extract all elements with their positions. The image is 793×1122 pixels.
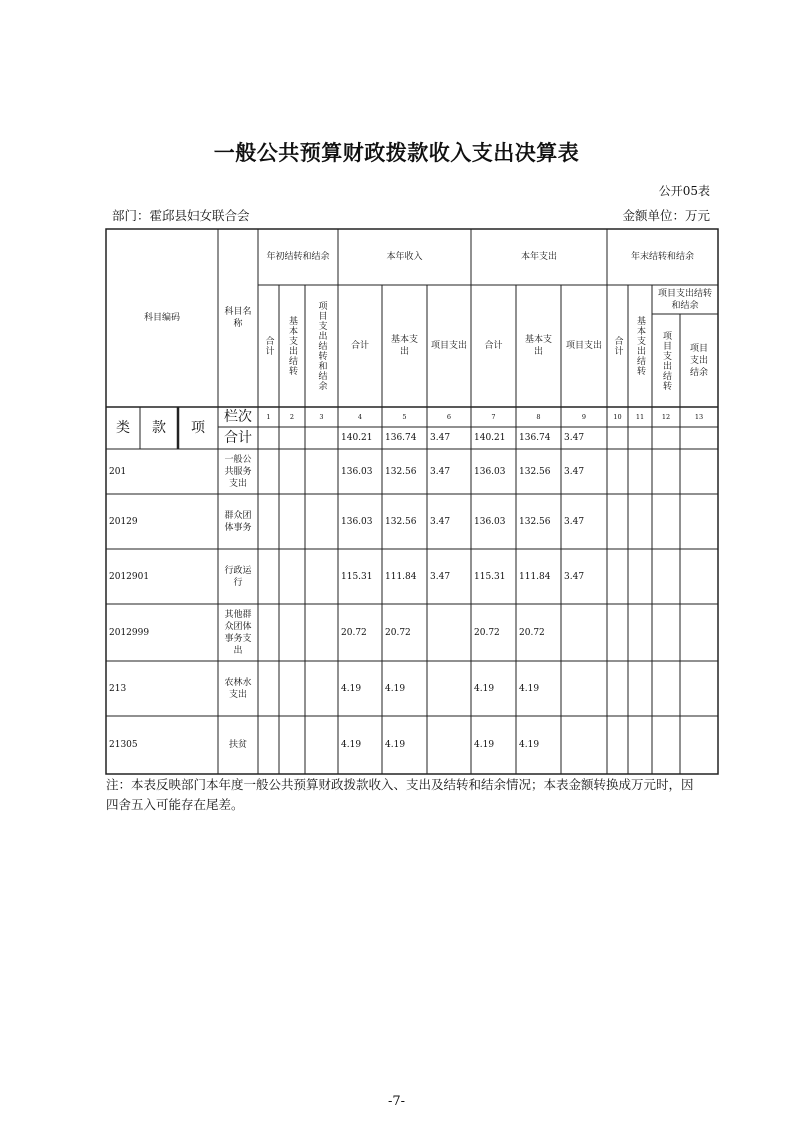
row-exp-total: 115.31	[474, 571, 506, 582]
table-row	[0, 494, 793, 549]
total-income-basic: 136.74	[385, 433, 417, 443]
table-row	[0, 549, 793, 604]
header-exp-total: 合计	[484, 341, 503, 351]
row-exp-total: 20.72	[474, 627, 500, 638]
row-income-project	[427, 716, 471, 774]
row-name: 一般公共服务支出	[224, 454, 252, 489]
total-exp-total: 140.21	[474, 433, 506, 443]
header-begin-total: 合计	[263, 336, 274, 356]
header-end-group: 年末结转和结余	[630, 252, 694, 262]
header-exp-project: 项目支出	[565, 341, 602, 351]
col-number: 1	[266, 413, 271, 421]
header-end-project-carry: 项目支出结转	[661, 330, 671, 391]
col-number: 9	[581, 413, 587, 421]
unit-label: 金额单位：万元	[622, 208, 710, 223]
header-lanci: 栏次	[224, 409, 252, 425]
header-expense-group: 本年支出	[520, 252, 557, 262]
header-subject-code: 科目编码	[143, 313, 180, 323]
row-exp-basic: 111.84	[519, 571, 551, 582]
header-income-project: 项目支出	[431, 341, 467, 351]
table-row	[0, 661, 793, 716]
row-code: 2012999	[109, 627, 150, 638]
header-end-basic: 基本支出结转	[635, 316, 645, 376]
total-exp-project: 3.47	[564, 433, 585, 443]
row-income-basic: 20.72	[385, 627, 411, 638]
row-name: 行政运行	[224, 565, 252, 588]
row-income-basic: 132.56	[385, 466, 417, 477]
col-number: 6	[446, 413, 452, 421]
header-end-total: 合计	[612, 336, 623, 356]
header-begin-project: 项目支出结转和结余	[316, 301, 327, 391]
row-exp-project: 3.47	[564, 516, 585, 527]
col-number: 5	[402, 413, 407, 421]
header-income-basic: 基本支出	[390, 335, 418, 357]
col-number: 12	[661, 413, 671, 421]
row-income-total: 20.72	[341, 627, 367, 638]
row-exp-basic: 4.19	[519, 683, 540, 694]
row-income-total: 136.03	[341, 516, 373, 527]
row-exp-project: 3.47	[564, 571, 585, 582]
header-income-total: 合计	[350, 341, 369, 351]
row-code: 21305	[109, 740, 138, 750]
total-income-total: 140.21	[341, 433, 373, 443]
row-income-project: 3.47	[430, 466, 451, 477]
row-exp-project	[561, 661, 607, 716]
row-exp-basic: 132.56	[519, 516, 551, 527]
row-income-total: 4.19	[341, 740, 362, 750]
row-code: 20129	[109, 516, 138, 527]
header-lei: 类	[116, 420, 130, 436]
total-exp-basic: 136.74	[519, 433, 551, 443]
col-number: 11	[635, 413, 645, 421]
col-number: 7	[491, 413, 496, 421]
department-label: 部门：霍邱县妇女联合会	[112, 208, 250, 223]
row-name: 农林水支出	[224, 677, 252, 700]
header-exp-basic: 基本支出	[524, 335, 552, 357]
footnote: 注：本表反映部门本年度一般公共预算财政拨款收入、支出及结转和结余情况；本表金额转换成万元时，因四舍五入可能存在尾差。	[106, 777, 694, 812]
row-code: 2012901	[109, 571, 150, 582]
col-number: 8	[536, 413, 541, 421]
total-income-project: 3.47	[430, 433, 451, 443]
row-income-total: 136.03	[341, 466, 373, 477]
header-heji: 合计	[224, 430, 252, 446]
row-name: 群众团体事务	[224, 510, 252, 533]
row-income-basic: 4.19	[385, 683, 406, 694]
row-code: 201	[109, 466, 127, 477]
row-income-basic: 4.19	[385, 740, 406, 750]
header-income-group: 本年收入	[386, 252, 423, 262]
row-exp-total: 136.03	[474, 516, 506, 527]
row-income-project	[427, 604, 471, 661]
row-name: 其他群众团体事务支出	[224, 609, 252, 656]
row-exp-total: 4.19	[474, 683, 495, 694]
row-name: 扶贫	[228, 740, 247, 750]
header-begin-group: 年初结转和结余	[266, 252, 330, 262]
col-number: 4	[357, 413, 363, 421]
row-exp-basic: 20.72	[519, 627, 545, 638]
row-exp-total: 136.03	[474, 466, 506, 477]
row-income-total: 4.19	[341, 683, 362, 694]
col-number: 10	[613, 413, 622, 421]
row-code: 213	[109, 683, 127, 694]
row-income-project	[427, 661, 471, 716]
row-exp-project	[561, 604, 607, 661]
header-subject-name: 科目名称	[224, 307, 252, 329]
header-end-project-group: 项目支出结转和结余	[657, 288, 712, 311]
row-exp-total: 4.19	[474, 740, 495, 750]
row-exp-project: 3.47	[564, 466, 585, 477]
header-xiang: 项	[191, 420, 205, 436]
header-kuan: 款	[152, 420, 166, 436]
page-number: -7-	[387, 1094, 406, 1109]
header-end-project-balance: 项目支出结余	[689, 343, 708, 378]
col-number: 3	[319, 413, 324, 421]
row-income-project: 3.47	[430, 516, 451, 527]
row-exp-project	[561, 716, 607, 774]
document-title: 一般公共预算财政拨款收入支出决算表	[213, 141, 580, 165]
row-income-project: 3.47	[430, 571, 451, 582]
row-exp-basic: 132.56	[519, 466, 551, 477]
table-row	[0, 604, 793, 661]
table-row	[0, 716, 793, 774]
row-exp-basic: 4.19	[519, 740, 540, 750]
col-number: 13	[694, 413, 704, 421]
row-income-total: 115.31	[341, 571, 373, 582]
col-number: 2	[289, 413, 295, 421]
header-begin-basic: 基本支出结转	[287, 316, 297, 376]
form-code: 公开05表	[658, 184, 710, 198]
row-income-basic: 111.84	[385, 571, 417, 582]
row-income-basic: 132.56	[385, 516, 417, 527]
table-row	[0, 449, 793, 494]
